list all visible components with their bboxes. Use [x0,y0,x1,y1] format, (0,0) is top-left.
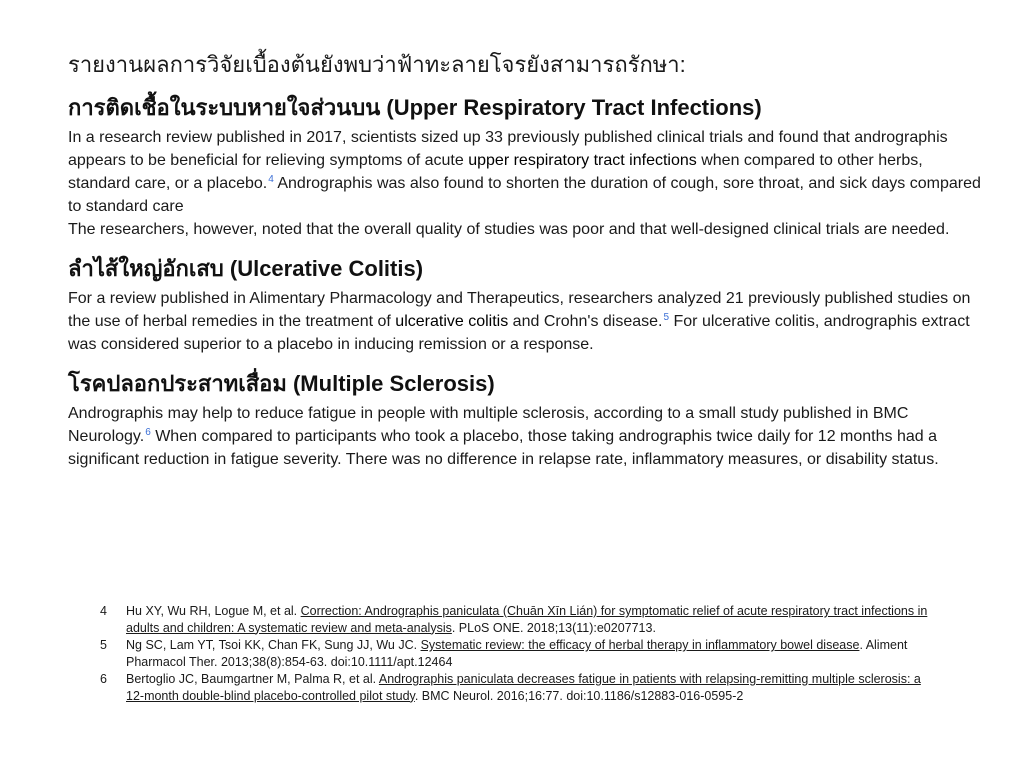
reference-authors: Hu XY, Wu RH, Logue M, et al. [126,604,301,618]
reference-authors: Bertoglio JC, Baumgartner M, Palma R, et al. [126,672,379,686]
citation-ref-6[interactable]: 6 [145,426,151,438]
reference-number: 6 [100,672,107,686]
reference-number: 4 [100,604,107,618]
paragraph-text: In a research review published in 2017, scientists sized up 33 previously published clinical trials and found that andrographis appears to be beneficial for relieving symptoms of acute [68,129,948,169]
link-ulcerative-colitis[interactable]: ulcerative colitis [395,313,509,330]
reference-authors: Ng SC, Lam YT, Tsoi KK, Chan FK, Sung JJ, Wu JC. [126,638,421,652]
paragraph-text: For a review published in Alimentary Pharmacology and Therapeutics, researchers analyzed 21 previously published studies on the use of herbal remedies in the treatment of [68,290,971,330]
reference-body [126,671,930,704]
paragraph-text: and Crohn's disease. [508,313,663,330]
reference-number: 5 [100,638,107,652]
reference-item [100,637,930,670]
reference-details: . BMC Neurol. 2016;16:77. doi:10.1186/s12883-016-0595-2 [414,688,744,703]
reference-item [100,603,930,636]
paragraph-text: For ulcerative colitis, andrographis extract was considered superior to a placebo in inducing remission or a response. [68,313,970,353]
paragraph-text: Andrographis may help to reduce fatigue in people with multiple sclerosis, according to a small study published in BMC Neurology. [68,405,909,445]
section-paragraph [68,402,988,471]
reference-title-link[interactable]: Correction: Andrographis paniculata (Chuān Xīn Lián) for symptomatic relief of acute respiratory tract infections in adults and children: A systematic review and meta-analysis [126,604,928,635]
references-list [100,603,930,705]
section-paragraph [68,287,988,356]
reference-item [100,671,930,704]
section-ulcerative-colitis [68,255,988,356]
paragraph-text: Andrographis was also found to shorten the duration of cough, sore throat, and sick days compared to standard care [68,175,981,215]
reference-body [126,637,930,670]
reference-title-link[interactable]: Andrographis paniculata decreases fatigue in patients with relapsing-remitting multiple sclerosis: a 12-month double-blind placebo-controlled pilot study [126,672,921,703]
reference-details: . Aliment Pharmacol Ther. 2013;38(8):854-63. doi:10.1111/apt.12464 [126,638,908,669]
section-paragraph [68,126,988,218]
citation-ref-5[interactable]: 5 [663,311,670,323]
reference-details: . PLoS ONE. 2018;13(11):e0207713. [451,620,656,635]
section-paragraph: The researchers, however, noted that the overall quality of studies was poor and that well-designed clinical trials are needed. [68,221,950,238]
section-heading: การติดเชื้อในระบบหายใจส่วนบน (Upper Respiratory Tract Infections) [68,95,762,120]
section-multiple-sclerosis [68,370,988,471]
section-upper-respiratory [68,94,988,241]
reference-body [126,603,930,636]
intro-text: รายงานผลการวิจัยเบื้องต้นยังพบว่าฟ้าทะลายโจรยังสามารถรักษา: [68,52,686,77]
document-page [68,50,988,485]
section-heading: โรคปลอกประสาทเสื่อม (Multiple Sclerosis) [68,371,495,396]
paragraph-text: when compared to other herbs, standard care, or a placebo. [68,152,923,192]
reference-title-link[interactable]: Systematic review: the efficacy of herbal therapy in inflammatory bowel disease [420,638,860,652]
citation-ref-4[interactable]: 4 [268,173,274,185]
link-upper-respiratory-tract-infections[interactable]: upper respiratory tract infections [468,152,697,169]
paragraph-text: When compared to participants who took a placebo, those taking andrographis twice daily for 12 months had a significant reduction in fatigue severity. There was no difference in relapse rate, inflammatory measures, or disability status. [68,428,939,468]
section-heading: ลำไส้ใหญ่อักเสบ (Ulcerative Colitis) [68,256,424,281]
